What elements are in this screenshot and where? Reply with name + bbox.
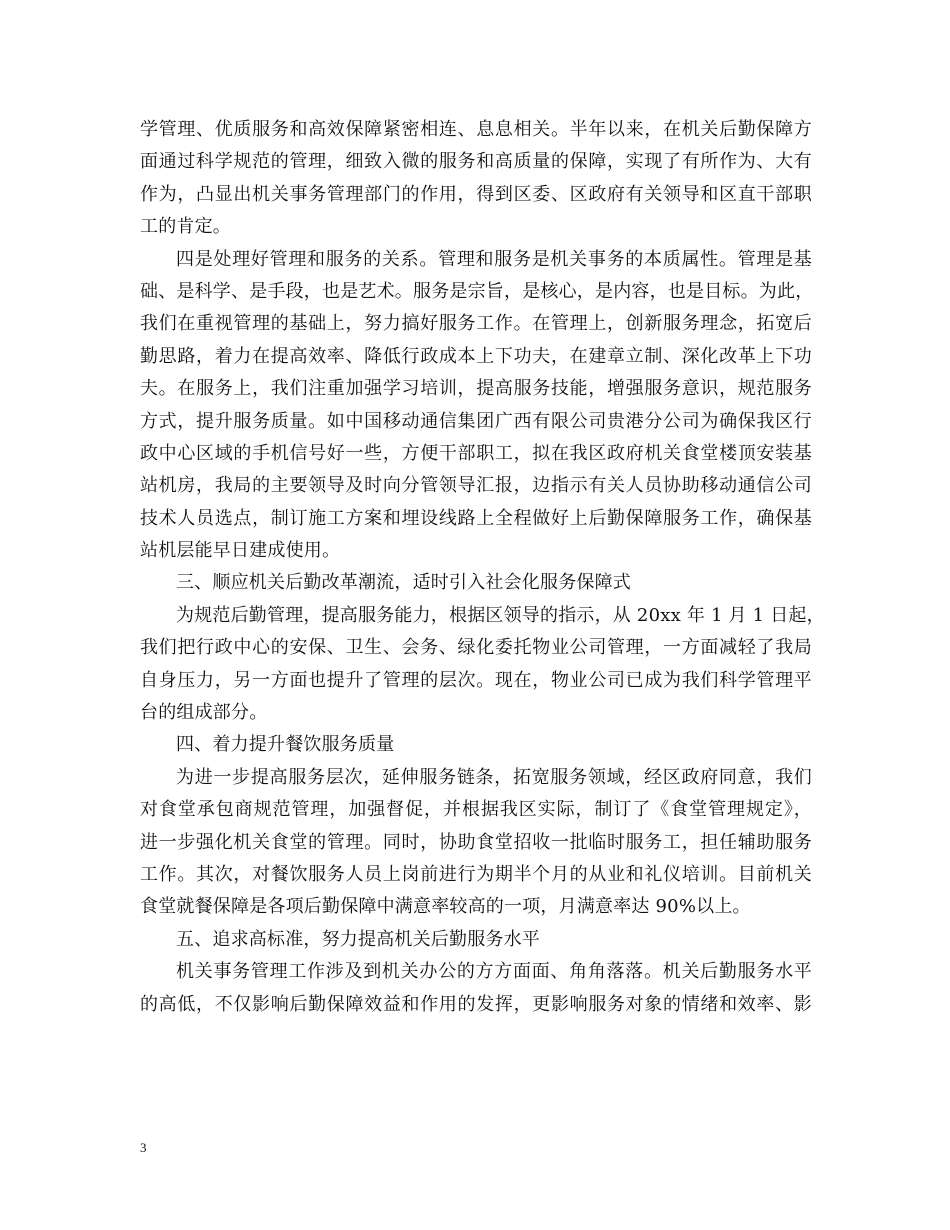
text-line: 站机层能早日建成使用。 (140, 540, 341, 562)
text-line: 机关事务管理工作涉及到机关办公的方方面面、角角落落。机关后勤服务水平 (176, 961, 812, 983)
text-line: 方式，提升服务质量。如中国移动通信集团广西有限公司贵港分公司为确保我区行 (140, 410, 812, 432)
text-line: 为规范后勤管理，提高服务能力，根据区领导的指示，从 20xx 年 1 月 1 日起， (176, 604, 825, 626)
text-line: 为进一步提高服务层次，延伸服务链条，拓宽服务领域，经区政府同意，我们 (176, 766, 812, 788)
text-line: 面通过科学规范的管理，细致入微的服务和高质量的保障，实现了有所作为、大有 (140, 151, 812, 173)
text-line: 台的组成部分。 (140, 702, 268, 724)
text-line: 我们在重视管理的基础上，努力搞好服务工作。在管理上，创新服务理念，拓宽后 (140, 313, 812, 335)
text-line: 食堂就餐保障是各项后勤保障中满意率较高的一项，月满意率达 90%以上。 (140, 896, 751, 918)
text-line: 勤思路，着力在提高效率、降低行政成本上下功夫，在建章立制、深化改革上下功 (140, 345, 812, 367)
text-line: 学管理、优质服务和高效保障紧密相连、息息相关。半年以来，在机关后勤保障方 (140, 119, 812, 140)
text-line: 夫。在服务上，我们注重加强学习培训，提高服务技能，增强服务意识，规范服务 (140, 378, 812, 400)
text-line: 础、是科学、是手段，也是艺术。服务是宗旨，是核心，是内容，也是目标。为此， (140, 280, 814, 302)
text-line: 政中心区域的手机信号好一些，方便干部职工，拟在我区政府机关食堂楼顶安装基 (140, 442, 812, 464)
text-line: 的高低，不仅影响后勤保障效益和作用的发挥，更影响服务对象的情绪和效率、影 (140, 993, 812, 1015)
text-line: 三、顺应机关后勤改革潮流，适时引入社会化服务保障式 (176, 572, 631, 594)
text-line: 我们把行政中心的安保、卫生、会务、绿化委托物业公司管理，一方面减轻了我局 (140, 637, 812, 659)
text-line: 进一步强化机关食堂的管理。同时，协助食堂招收一批临时服务工，担任辅助服务 (140, 831, 812, 853)
text-line: 作为，凸显出机关事务管理部门的作用，得到区委、区政府有关领导和区直干部职 (140, 183, 812, 205)
text-line: 站机房，我局的主要领导及时向分管领导汇报，边指示有关人员协助移动通信公司 (140, 475, 812, 497)
page-number: 3 (140, 1140, 147, 1155)
text-line: 四是处理好管理和服务的关系。管理和服务是机关事务的本质属性。管理是基 (176, 248, 812, 270)
text-line: 工作。其次，对餐饮服务人员上岗前进行为期半个月的从业和礼仪培训。目前机关 (140, 863, 812, 885)
text-line: 对食堂承包商规范管理，加强督促，并根据我区实际，制订了《食堂管理规定》， (140, 799, 812, 821)
text-line: 工的肯定。 (140, 216, 231, 238)
text-line: 四、着力提升餐饮服务质量 (176, 734, 395, 756)
document-body (140, 114, 825, 1021)
text-line: 五、追求高标准，努力提高机关后勤服务水平 (176, 928, 540, 950)
text-line: 自身压力，另一方面也提升了管理的层次。现在，物业公司已成为我们科学管理平 (140, 669, 812, 691)
text-line: 技术人员选点，制订施工方案和埋设线路上全程做好上后勤保障服务工作，确保基 (140, 507, 812, 529)
